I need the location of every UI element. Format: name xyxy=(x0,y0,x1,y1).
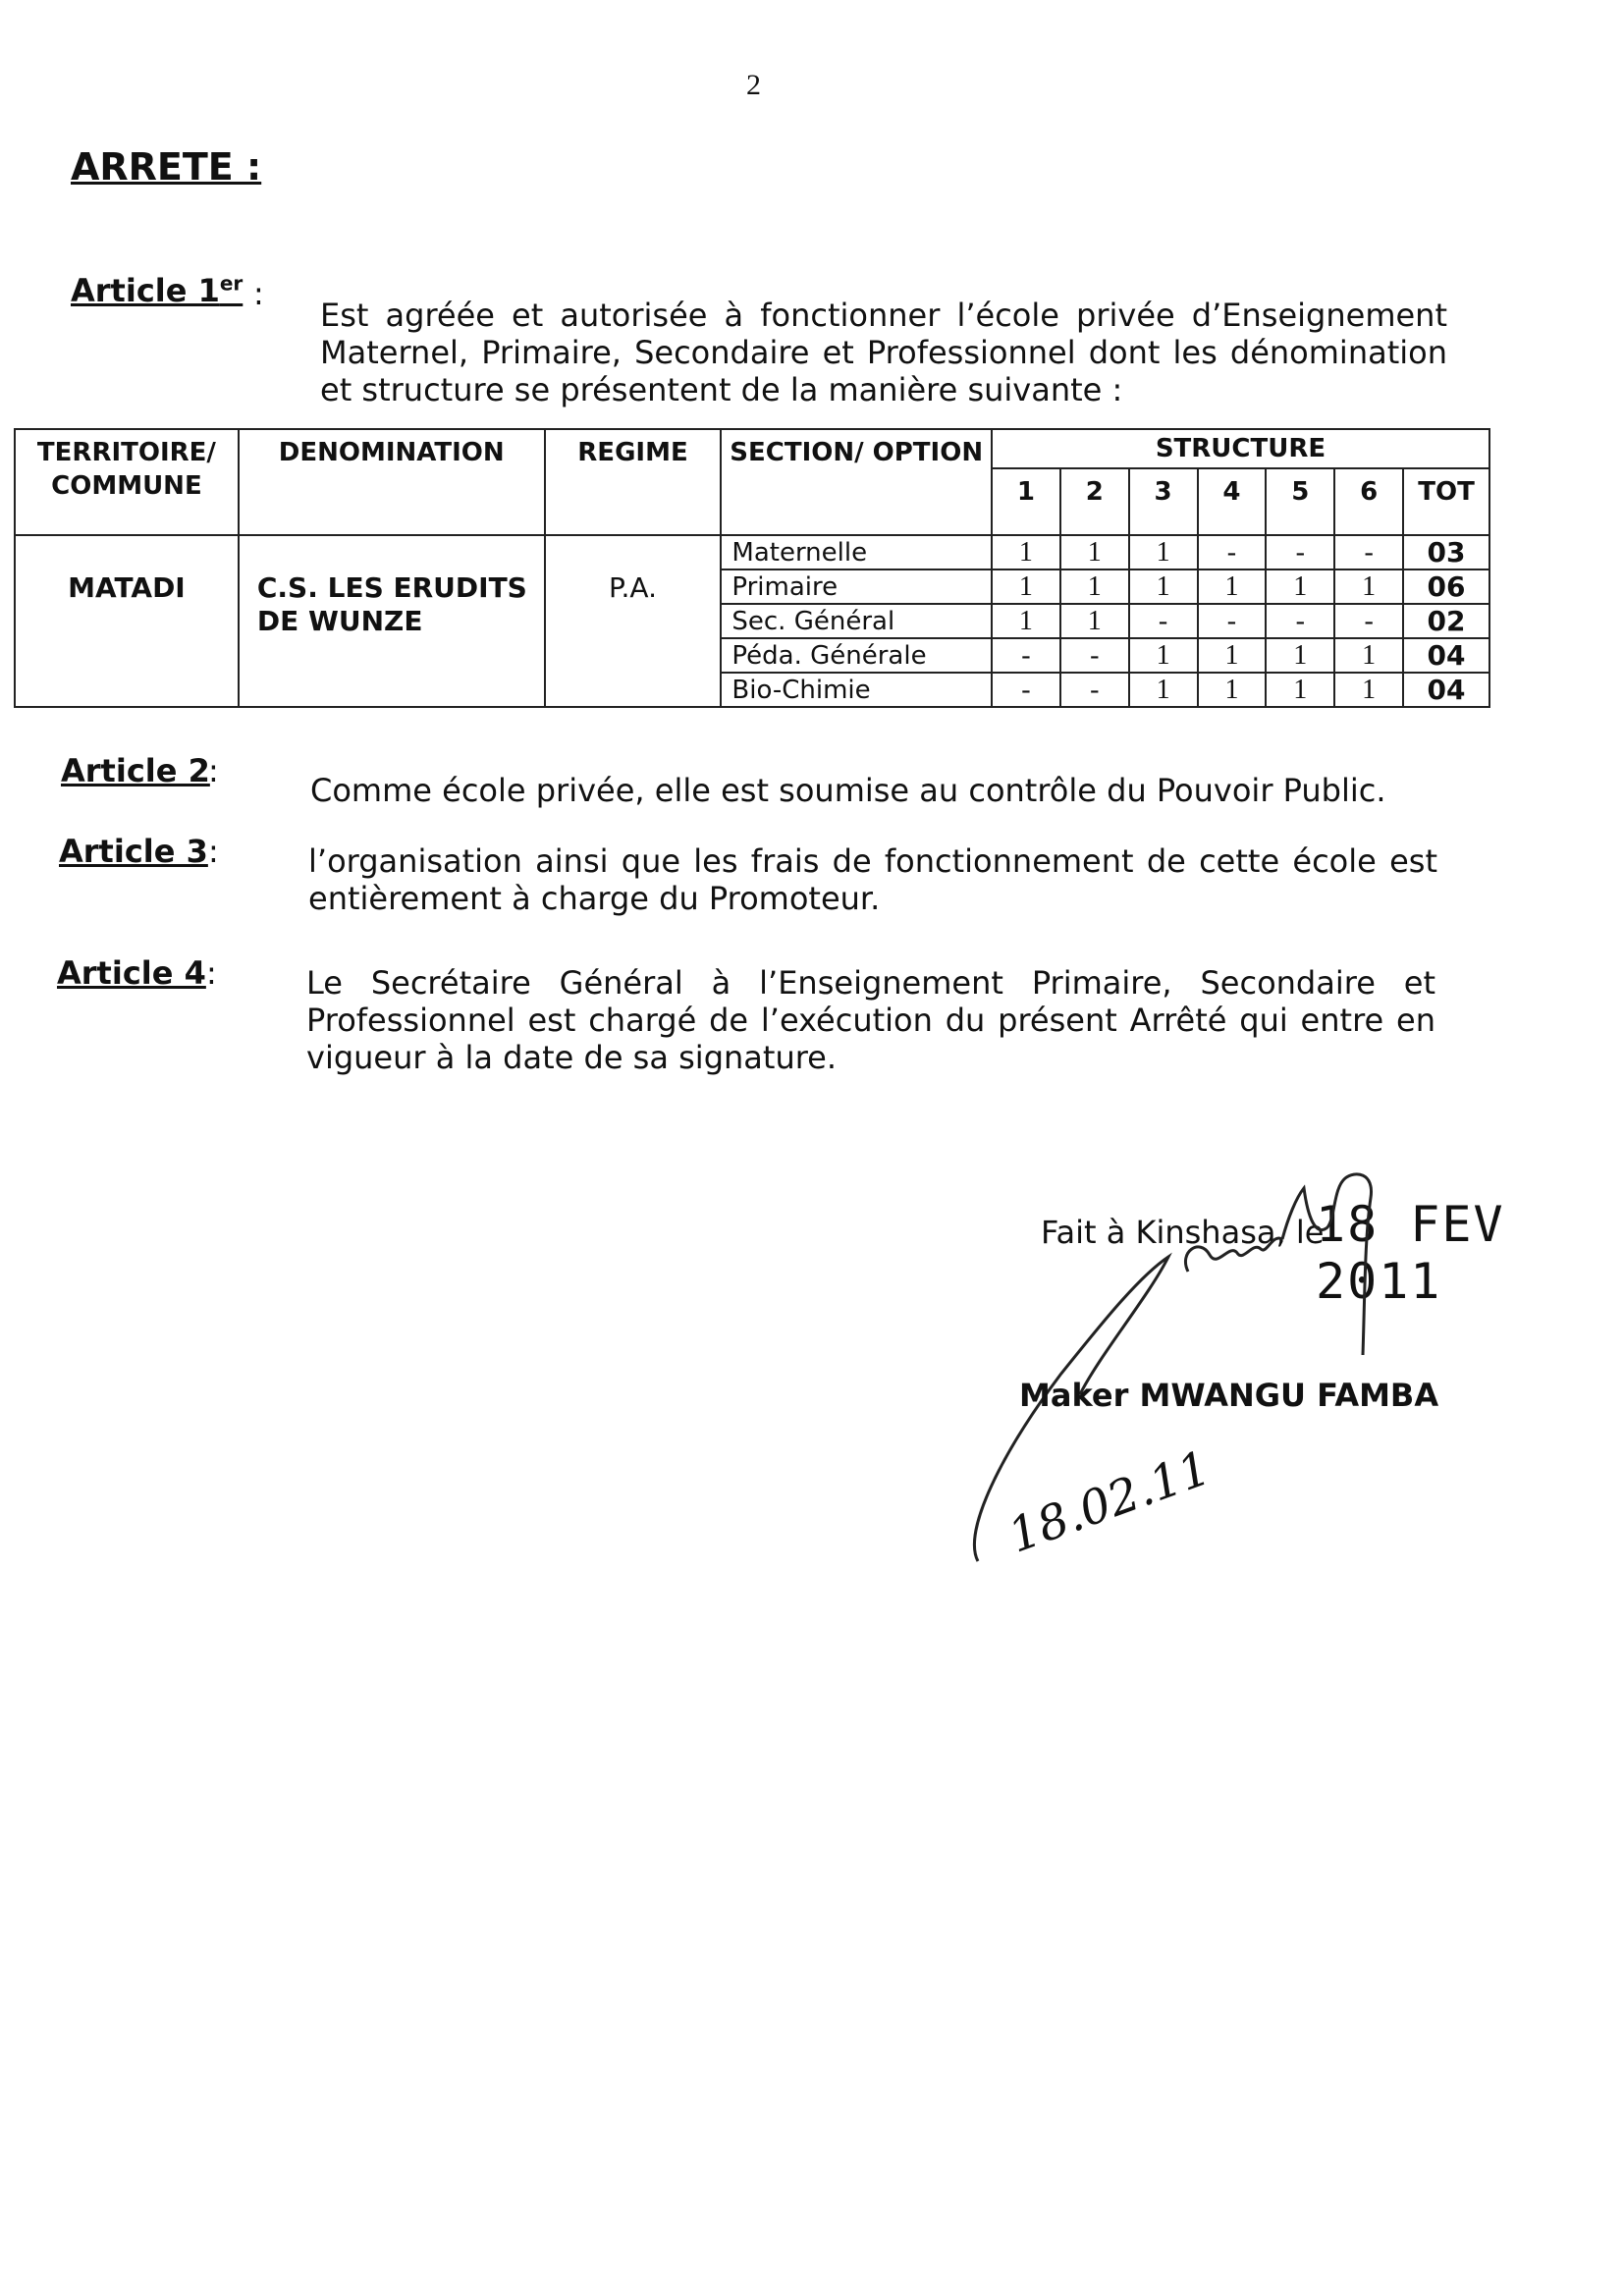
header-col-4: 4 xyxy=(1198,468,1267,535)
article-1-sep: : xyxy=(253,275,264,312)
cell-value: - xyxy=(1334,535,1403,569)
place-and-date-label: Fait à Kinshasa, le xyxy=(1041,1214,1325,1251)
article-4-label: Article 4 xyxy=(57,954,206,992)
cell-value: - xyxy=(992,673,1060,707)
cell-value: - xyxy=(992,638,1060,673)
cell-option: Péda. Générale xyxy=(721,638,992,673)
cell-value: 1 xyxy=(1198,569,1267,604)
cell-regime: P.A. xyxy=(545,535,722,707)
cell-value: - xyxy=(1198,604,1267,638)
cell-value: 1 xyxy=(992,604,1060,638)
header-structure: STRUCTURE xyxy=(992,429,1489,468)
cell-value: 1 xyxy=(1266,673,1334,707)
article-1-label-group xyxy=(71,271,243,309)
cell-option: Bio-Chimie xyxy=(721,673,992,707)
structure-table xyxy=(14,428,1490,708)
cell-value: - xyxy=(1060,673,1129,707)
cell-option: Maternelle xyxy=(721,535,992,569)
cell-value: 1 xyxy=(1198,673,1267,707)
article-1-label: Article 1er xyxy=(71,271,244,309)
cell-value: 1 xyxy=(1129,569,1198,604)
cell-value: 1 xyxy=(1334,638,1403,673)
cell-value: 1 xyxy=(1060,604,1129,638)
cell-value: 1 xyxy=(1129,638,1198,673)
header-regime: REGIME xyxy=(545,429,722,535)
article-4-sep: : xyxy=(206,954,217,992)
cell-value: 1 xyxy=(1266,569,1334,604)
header-col-6: 6 xyxy=(1334,468,1403,535)
article-1-text: Est agréée et autorisée à fonctionner l’école privée d’Enseignement Maternel, Primaire, Secondaire et Professionnel dont les dénomination et structure se présentent de la manière suivante : xyxy=(320,297,1447,408)
header-col-5: 5 xyxy=(1266,468,1334,535)
table-row xyxy=(15,535,1489,569)
cell-total: 06 xyxy=(1403,569,1489,604)
cell-value: 1 xyxy=(992,569,1060,604)
header-territoire: TERRITOIRE/ COMMUNE xyxy=(15,429,239,535)
cell-value: 1 xyxy=(1060,569,1129,604)
article-3-sep: : xyxy=(208,833,219,870)
page-number: 2 xyxy=(746,69,761,101)
cell-value: - xyxy=(1198,535,1267,569)
header-denomination: DENOMINATION xyxy=(239,429,545,535)
header-col-tot: TOT xyxy=(1403,468,1489,535)
article-3-label: Article 3 xyxy=(59,833,208,870)
cell-value: 1 xyxy=(1060,535,1129,569)
cell-value: 1 xyxy=(1198,638,1267,673)
cell-value: 1 xyxy=(992,535,1060,569)
article-2-sep: : xyxy=(208,752,219,789)
cell-total: 04 xyxy=(1403,673,1489,707)
cell-denomination: C.S. LES ERUDITS DE WUNZE xyxy=(239,535,545,707)
document-heading: ARRETE : xyxy=(71,145,262,189)
cell-value: 1 xyxy=(1334,673,1403,707)
cell-option: Sec. Général xyxy=(721,604,992,638)
cell-value: - xyxy=(1129,604,1198,638)
cell-value: 1 xyxy=(1129,535,1198,569)
cell-option: Primaire xyxy=(721,569,992,604)
cell-total: 03 xyxy=(1403,535,1489,569)
header-section: SECTION/ OPTION xyxy=(721,429,992,535)
cell-value: - xyxy=(1060,638,1129,673)
cell-value: 1 xyxy=(1334,569,1403,604)
header-col-2: 2 xyxy=(1060,468,1129,535)
cell-total: 02 xyxy=(1403,604,1489,638)
article-2-text: Comme école privée, elle est soumise au contrôle du Pouvoir Public. xyxy=(310,772,1386,809)
cell-value: - xyxy=(1266,604,1334,638)
cell-value: 1 xyxy=(1266,638,1334,673)
cell-value: - xyxy=(1334,604,1403,638)
cell-territoire: MATADI xyxy=(15,535,239,707)
article-4-text: Le Secrétaire Général à l’Enseignement Primaire, Secondaire et Professionnel est chargé de l’exécution du présent Arrêté qui entre en vigueur à la date de sa signature. xyxy=(306,964,1435,1076)
signer-name: Maker MWANGU FAMBA xyxy=(1019,1377,1439,1414)
article-2-label: Article 2 xyxy=(61,752,210,789)
cell-total: 04 xyxy=(1403,638,1489,673)
article-3-text: l’organisation ainsi que les frais de fonctionnement de cette école est entièrement à charge du Promoteur. xyxy=(308,842,1437,917)
handwritten-date: 18 FEV 2011 xyxy=(1316,1196,1505,1310)
header-col-1: 1 xyxy=(992,468,1060,535)
handwritten-note: 18.02.11 xyxy=(1001,1439,1218,1564)
cell-value: - xyxy=(1266,535,1334,569)
header-col-3: 3 xyxy=(1129,468,1198,535)
cell-value: 1 xyxy=(1129,673,1198,707)
